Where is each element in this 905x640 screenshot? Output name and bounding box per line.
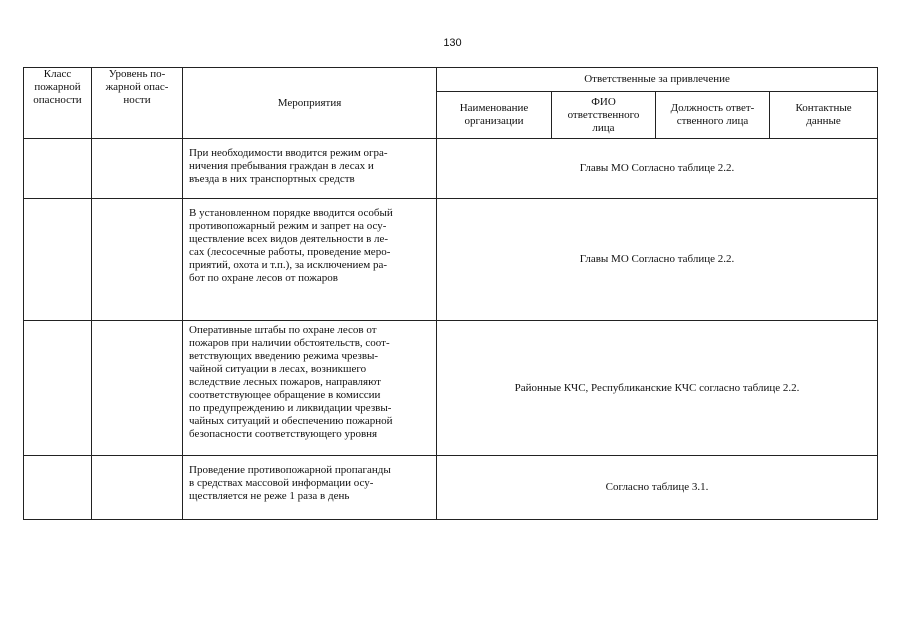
header-klass: [24, 68, 92, 139]
table-row: [24, 321, 878, 456]
header-klass-line: пожарной: [34, 81, 81, 93]
measure-line: ществление всех видов деятельности в ле-: [189, 233, 389, 245]
cell-meropriyatiya: [183, 456, 437, 520]
measure-line: соответствующее обращение в комиссии: [189, 389, 381, 401]
measure-line: чайной ситуации в лесах, возникшего: [189, 363, 367, 375]
header-dolzhnost-line: Должность ответ-: [670, 102, 755, 114]
header-org-line: Наименование: [459, 102, 529, 114]
cell-meropriyatiya: [183, 139, 437, 199]
cell-responsible: Главы МО Согласно таблице 2.2.: [437, 199, 878, 321]
measure-line: бот по охране лесов от пожаров: [189, 272, 338, 284]
measure-line: ничения пребывания граждан в лесах и: [189, 160, 374, 172]
measure-line: безопасности соответствующего уровня: [189, 428, 378, 440]
cell-responsible: Главы МО Согласно таблице 2.2.: [437, 139, 878, 199]
measure-line: пожаров при наличии обстоятельств, соот-: [189, 337, 390, 349]
measure-line: приятий, охота и т.п.), за исключением ра-: [189, 259, 388, 271]
measure-line: по предупреждению и ликвидации чрезвы-: [189, 402, 392, 414]
header-org: [437, 92, 552, 139]
header-org-line: организации: [464, 115, 524, 127]
measure-line: противопожарный режим и запрет на осу-: [189, 220, 387, 232]
cell-meropriyatiya: [183, 321, 437, 456]
header-uroven-line: жарной опас-: [105, 81, 169, 93]
header-responsible-group: Ответственные за привлечение: [437, 68, 878, 92]
header-kontakt: [770, 92, 878, 139]
table-row: [24, 199, 878, 321]
measure-line: вследствие лесных пожаров, направляют: [189, 376, 381, 388]
measure-line: ществляется не реже 1 раза в день: [189, 490, 350, 502]
measures-table: [23, 67, 878, 520]
header-fio-line: ФИО: [591, 95, 616, 108]
cell-uroven: [92, 139, 183, 199]
header-fio-line: лица: [592, 121, 615, 134]
header-uroven-line: Уровень по-: [108, 68, 166, 80]
measure-line: в средствах массовой информации осу-: [189, 477, 374, 489]
measure-line: въезда в них транспортных средств: [189, 173, 355, 185]
measure-line: чайных ситуаций и обеспечению пожарной: [189, 415, 393, 427]
cell-responsible: Районные КЧС, Республиканские КЧС согласно таблице 2.2.: [437, 321, 878, 456]
cell-meropriyatiya: [183, 199, 437, 321]
measure-line: Оперативные штабы по охране лесов от: [189, 324, 377, 336]
header-row-1: [24, 68, 878, 92]
measure-line: ветствующих введению режима чрезвы-: [189, 350, 379, 362]
page-number: 130: [443, 37, 462, 49]
cell-uroven: [92, 456, 183, 520]
header-kontakt-line: данные: [806, 115, 841, 127]
measure-line: В установленном порядке вводится особый: [189, 207, 393, 219]
measure-line: При необходимости вводится режим огра-: [189, 147, 388, 159]
cell-klass: [24, 456, 92, 520]
cell-klass: [24, 199, 92, 321]
header-klass-line: опасности: [33, 94, 82, 106]
cell-klass: [24, 321, 92, 456]
measure-line: Проведение противопожарной пропаганды: [189, 464, 391, 476]
table-row: [24, 456, 878, 520]
header-kontakt-line: Контактные: [795, 102, 852, 114]
cell-uroven: [92, 321, 183, 456]
header-meropriyatiya: Мероприятия: [183, 68, 437, 139]
header-klass-line: Класс: [43, 68, 72, 80]
cell-uroven: [92, 199, 183, 321]
header-uroven-line: ности: [123, 94, 151, 106]
header-uroven: [92, 68, 183, 139]
cell-responsible: Согласно таблице 3.1.: [437, 456, 878, 520]
table-row: [24, 139, 878, 199]
header-dolzhnost-line: ственного лица: [676, 115, 749, 127]
header-dolzhnost: [656, 92, 770, 139]
cell-klass: [24, 139, 92, 199]
measure-line: сах (лесосечные работы, проведение меро-: [189, 246, 391, 258]
header-fio-line: ответственного: [567, 108, 640, 121]
header-fio: [552, 92, 656, 139]
